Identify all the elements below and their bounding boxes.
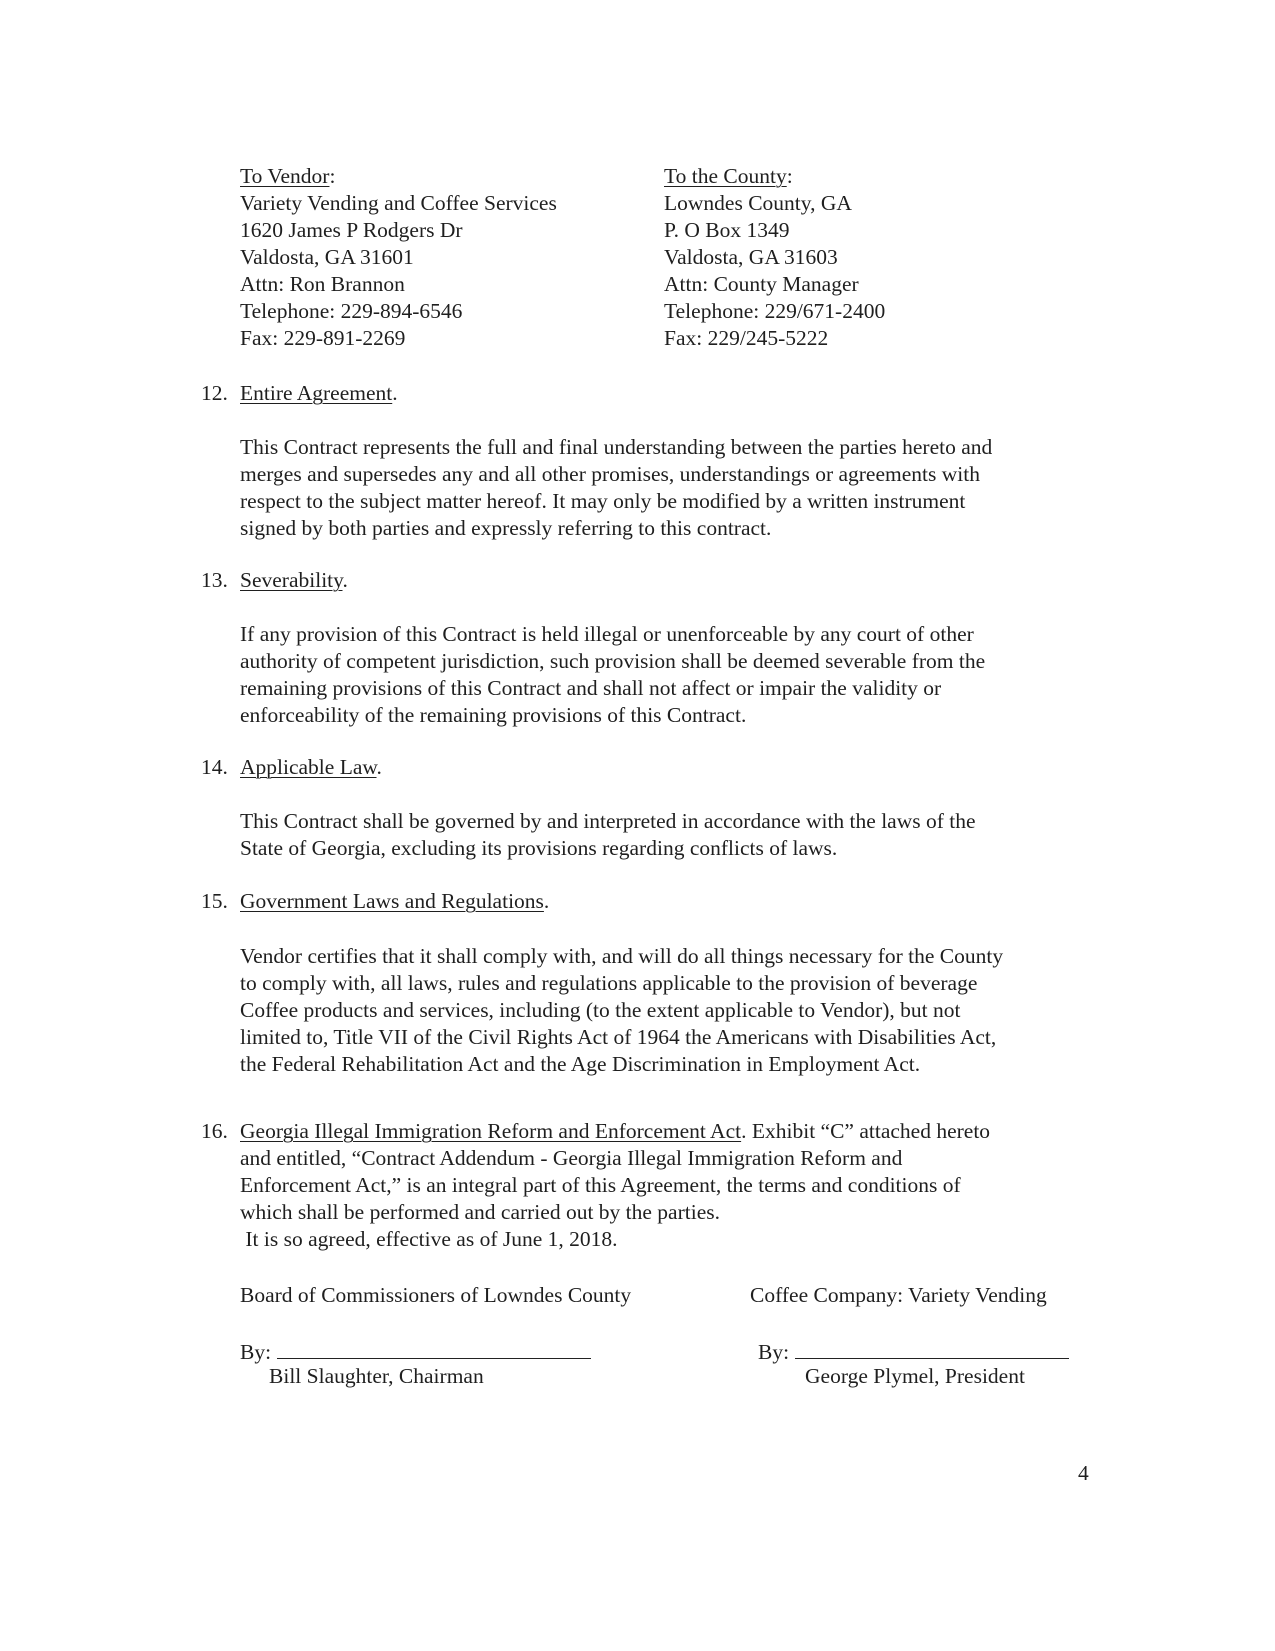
county-address-line: Attn: County Manager [664,272,859,296]
paragraph-line: Vendor certifies that it shall comply with, and will do all things necessary for the County [240,944,1004,968]
section-15-body [240,943,1003,1078]
vendor-address-line: Attn: Ron Brannon [240,272,405,296]
vendor-address-line: Fax: 229-891-2269 [240,326,406,350]
paragraph-line: enforceability of the remaining provisions of this Contract. [240,703,747,727]
county-signatory-name: Bill Slaughter, Chairman [269,1364,484,1388]
paragraph-line: Coffee products and services, including (to the extent applicable to Vendor), but not [240,998,961,1022]
county-address-line: P. O Box 1349 [664,218,790,242]
county-signature-row [240,1336,591,1365]
section-13-body [240,621,985,729]
vendor-address-line: 1620 James P Rodgers Dr [240,218,463,242]
section-16-body [240,1118,990,1253]
paragraph-line: which shall be performed and carried out by the parties. [240,1200,720,1224]
paragraph-line: This Contract represents the full and final understanding between the parties hereto and [240,435,993,459]
county-signatory-label: Board of Commissioners of Lowndes County [240,1283,632,1307]
section-12-body [240,434,992,542]
vendor-address-line: Valdosta, GA 31601 [240,245,414,269]
section-number: 14. [201,755,228,779]
paragraph-line: If any provision of this Contract is held illegal or unenforceable by any court of other [240,622,974,646]
section-title: Applicable Law [240,755,377,779]
county-address-line: Fax: 229/245-5222 [664,326,829,350]
vendor-notice-heading: To Vendor [240,164,330,188]
paragraph-line: Enforcement Act,” is an integral part of this Agreement, the terms and conditions of [240,1173,961,1197]
agreement-effective-line: It is so agreed, effective as of June 1, 2018. [240,1227,618,1251]
county-notice-address: To the County: Lowndes County, GA P. O Box 1349 Valdosta, GA 31603 Attn: County Manager Telephone: 229/671-2400 Fax: 229/245-5222 [664,164,886,350]
section-number: 15. [201,889,228,913]
by-label: By: [240,1340,272,1364]
county-signature-line[interactable] [277,1336,591,1359]
paragraph-text: . Exhibit “C” attached hereto [741,1119,991,1143]
county-address-line: Lowndes County, GA [664,191,852,215]
paragraph-line: remaining provisions of this Contract and shall not affect or impair the validity or [240,676,942,700]
section-number: 16. [201,1119,228,1143]
section-14-heading: 14. Applicable Law. [201,755,382,779]
page-number: 4 [1078,1461,1089,1485]
vendor-signatory-label: Coffee Company: Variety Vending [750,1283,1047,1307]
section-title: Entire Agreement [240,381,393,405]
vendor-signatory-name: George Plymel, President [805,1364,1025,1388]
section-number: 13. [201,568,228,592]
paragraph-line: to comply with, all laws, rules and regulations applicable to the provision of beverage [240,971,978,995]
paragraph-line: signed by both parties and expressly referring to this contract. [240,516,772,540]
section-12-heading: 12. Entire Agreement. [201,381,398,405]
paragraph-line: This Contract shall be governed by and interpreted in accordance with the laws of the [240,809,976,833]
paragraph-line: authority of competent jurisdiction, such provision shall be deemed severable from the [240,649,986,673]
section-title: Georgia Illegal Immigration Reform and Enforcement Act [240,1119,742,1143]
section-title: Government Laws and Regulations [240,889,544,913]
county-address-line: Valdosta, GA 31603 [664,245,838,269]
section-14-body [240,808,976,862]
section-title: Severability [240,568,343,592]
section-number: 12. [201,381,228,405]
vendor-address-line: Variety Vending and Coffee Services [240,191,557,215]
county-notice-heading: To the County [664,164,787,188]
by-label: By: [758,1340,790,1364]
section-13-heading: 13. Severability. [201,568,348,592]
section-15-heading: 15. Government Laws and Regulations. [201,889,550,913]
paragraph-line: merges and supersedes any and all other promises, understandings or agreements with [240,462,980,486]
paragraph-line: the Federal Rehabilitation Act and the Age Discrimination in Employment Act. [240,1052,921,1076]
paragraph-line: limited to, Title VII of the Civil Rights Act of 1964 the Americans with Disabilities Act, [240,1025,997,1049]
vendor-signature-line[interactable] [795,1336,1069,1359]
county-address-line: Telephone: 229/671-2400 [664,299,886,323]
vendor-signature-row [758,1336,1069,1365]
vendor-notice-address: To Vendor: Variety Vending and Coffee Services 1620 James P Rodgers Dr Valdosta, GA 31601 Attn: Ron Brannon Telephone: 229-894-6546 Fax: 229-891-2269 [240,164,557,350]
paragraph-line: State of Georgia, excluding its provisions regarding conflicts of laws. [240,836,838,860]
paragraph-line: and entitled, “Contract Addendum - Georgia Illegal Immigration Reform and [240,1146,903,1170]
paragraph-line: respect to the subject matter hereof. It may only be modified by a written instrument [240,489,966,513]
vendor-address-line: Telephone: 229-894-6546 [240,299,463,323]
